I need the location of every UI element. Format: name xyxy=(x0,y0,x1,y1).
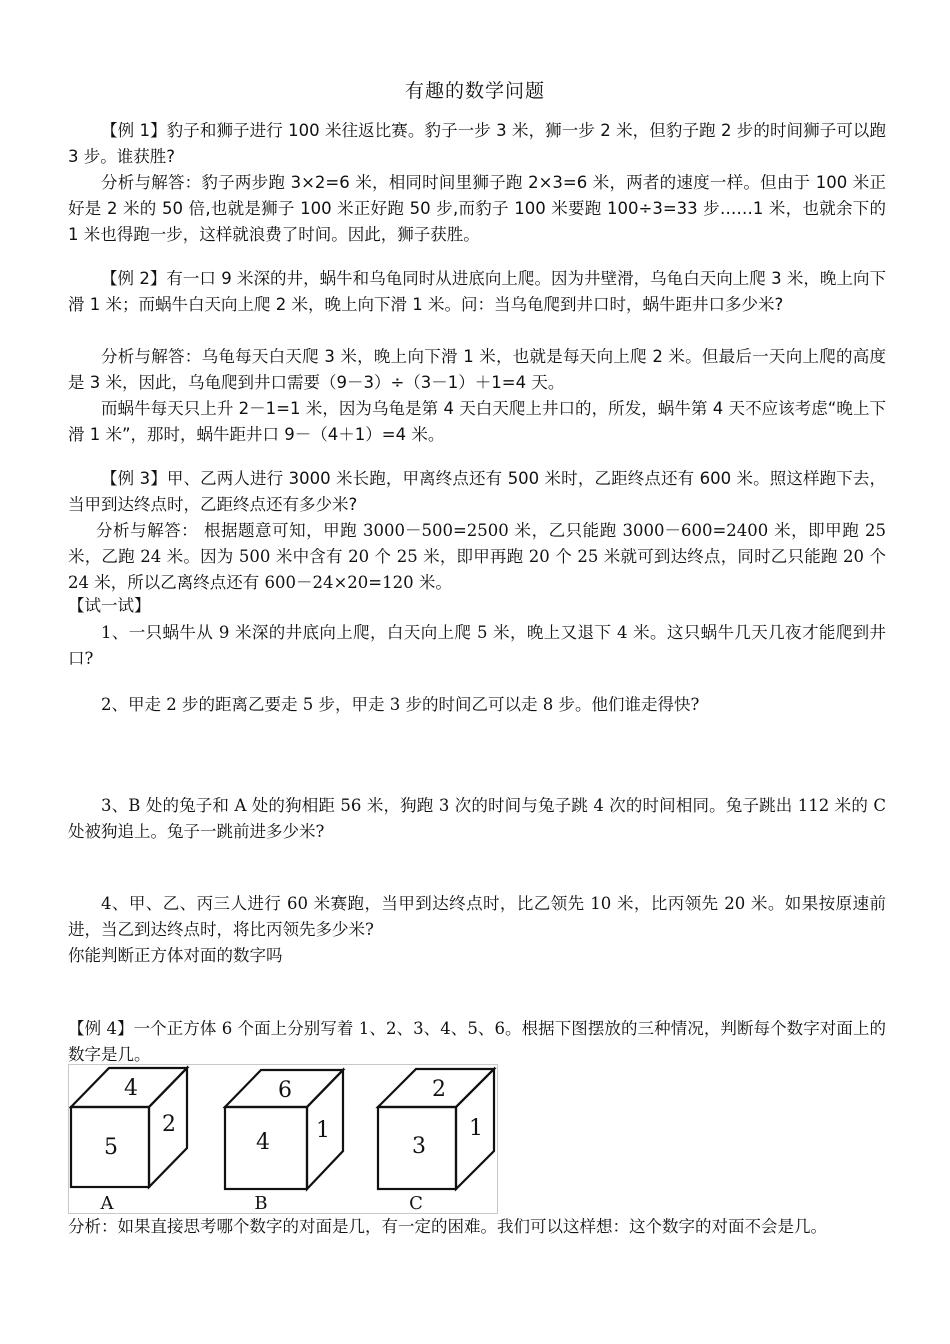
try-question-2: 2、甲走 2 步的距离乙要走 5 步，甲走 3 步的时间乙可以走 8 步。他们谁走得快? xyxy=(101,695,700,714)
cube-diagram xyxy=(69,1065,497,1213)
cube-a-top-number: 4 xyxy=(124,1076,138,1101)
cube-b-top-number: 6 xyxy=(278,1078,292,1103)
example-4-question: 【例 4】一个正方体 6 个面上分别写着 1、2、3、4、5、6。根据下图摆放的三种情况，判断每个数字对面上的数字是几。 xyxy=(68,1019,886,1064)
cube-b-front-number: 4 xyxy=(256,1130,270,1155)
cube-a-side-number: 2 xyxy=(162,1112,176,1137)
try-question-1: 1、一只蜗牛从 9 米深的井底向上爬，白天向上爬 5 米，晚上又退下 4 米。这只蜗牛几天几夜才能爬到井口? xyxy=(68,623,886,668)
example-4-analysis: 分析：如果直接思考哪个数字的对面是几，有一定的困难。我们可以这样想：这个数字的对面不会是几。 xyxy=(68,1217,827,1236)
cube-a-front-number: 5 xyxy=(104,1135,118,1160)
cube-b-label: B xyxy=(254,1193,268,1213)
page-title: 有趣的数学问题 xyxy=(404,80,545,102)
cube-b-side-number: 1 xyxy=(316,1118,330,1143)
cube-c-side-number: 1 xyxy=(469,1116,483,1141)
example-2-answer-part2: 而蜗牛每天只上升 2－1=1 米，因为乌龟是第 4 天白天爬上井口的，所发，蜗牛第 4 天不应该考虑“晚上下滑 1 米”，那时，蜗牛距井口 9－（4＋1）=4 米。 xyxy=(68,399,886,444)
example-1-question: 【例 1】豹子和狮子进行 100 米往返比赛。豹子一步 3 米，狮一步 2 米，但豹子跑 2 步的时间狮子可以跑 3 步。谁获胜? xyxy=(68,121,886,166)
cube-a-label: A xyxy=(100,1193,114,1213)
try-question-4: 4、甲、乙、丙三人进行 60 米赛跑，当甲到达终点时，比乙领先 10 米，比丙领先 20 米。如果按原速前进，当乙到达终点时，将比丙领先多少米? xyxy=(68,894,886,939)
example-1-answer: 分析与解答：豹子两步跑 3×2=6 米，相同时间里狮子跑 2×3=6 米，两者的速度一样。但由于 100 米正好是 2 米的 50 倍,也就是狮子 100 米正好跑 50 步,而豹子 100 米要跑 100÷3=33 步……1 米，也就余下的 1 米也得跑一步，这样就浪费了时间。因此，狮子获胜。 xyxy=(68,173,886,244)
cube-figure xyxy=(68,1064,498,1214)
cube-section-heading: 你能判断正方体对面的数字吗 xyxy=(68,946,283,965)
try-question-3: 3、B 处的兔子和 A 处的狗相距 56 米，狗跑 3 次的时间与兔子跳 4 次的时间相同。兔子跳出 112 米的 C 处被狗追上。兔子一跳前进多少米? xyxy=(68,796,886,841)
try-heading: 【试一试】 xyxy=(68,596,151,615)
cube-c-top-number: 2 xyxy=(432,1077,446,1102)
cube-c-front-number: 3 xyxy=(412,1134,426,1159)
example-3-answer: 分析与解答： 根据题意可知，甲跑 3000－500=2500 米，乙只能跑 3000－600=2400 米，即甲跑 25 米，乙跑 24 米。因为 500 米中含有 20 个 25 米，即甲再跑 20 个 25 米就可到达终点，同时乙只能跑 20 个 24 米，所以乙离终点还有 600－24×20=120 米。 xyxy=(68,521,886,592)
example-2-answer-part1: 分析与解答：乌龟每天白天爬 3 米，晚上向下滑 1 米，也就是每天向上爬 2 米。但最后一天向上爬的高度是 3 米，因此，乌龟爬到井口需要（9－3）÷（3－1）＋1=4 天。 xyxy=(68,347,886,392)
example-2-question: 【例 2】有一口 9 米深的井，蜗牛和乌龟同时从进底向上爬。因为井壁滑，乌龟白天向上爬 3 米，晚上向下滑 1 米；而蜗牛白天向上爬 2 米，晚上向下滑 1 米。问：当乌龟爬到井口时，蜗牛距井口多少米? xyxy=(68,269,886,314)
example-3-question: 【例 3】甲、乙两人进行 3000 米长跑，甲离终点还有 500 米时，乙距终点还有 600 米。照这样跑下去，当甲到达终点时，乙距终点还有多少米? xyxy=(68,469,886,514)
cube-c-label: C xyxy=(409,1193,423,1213)
